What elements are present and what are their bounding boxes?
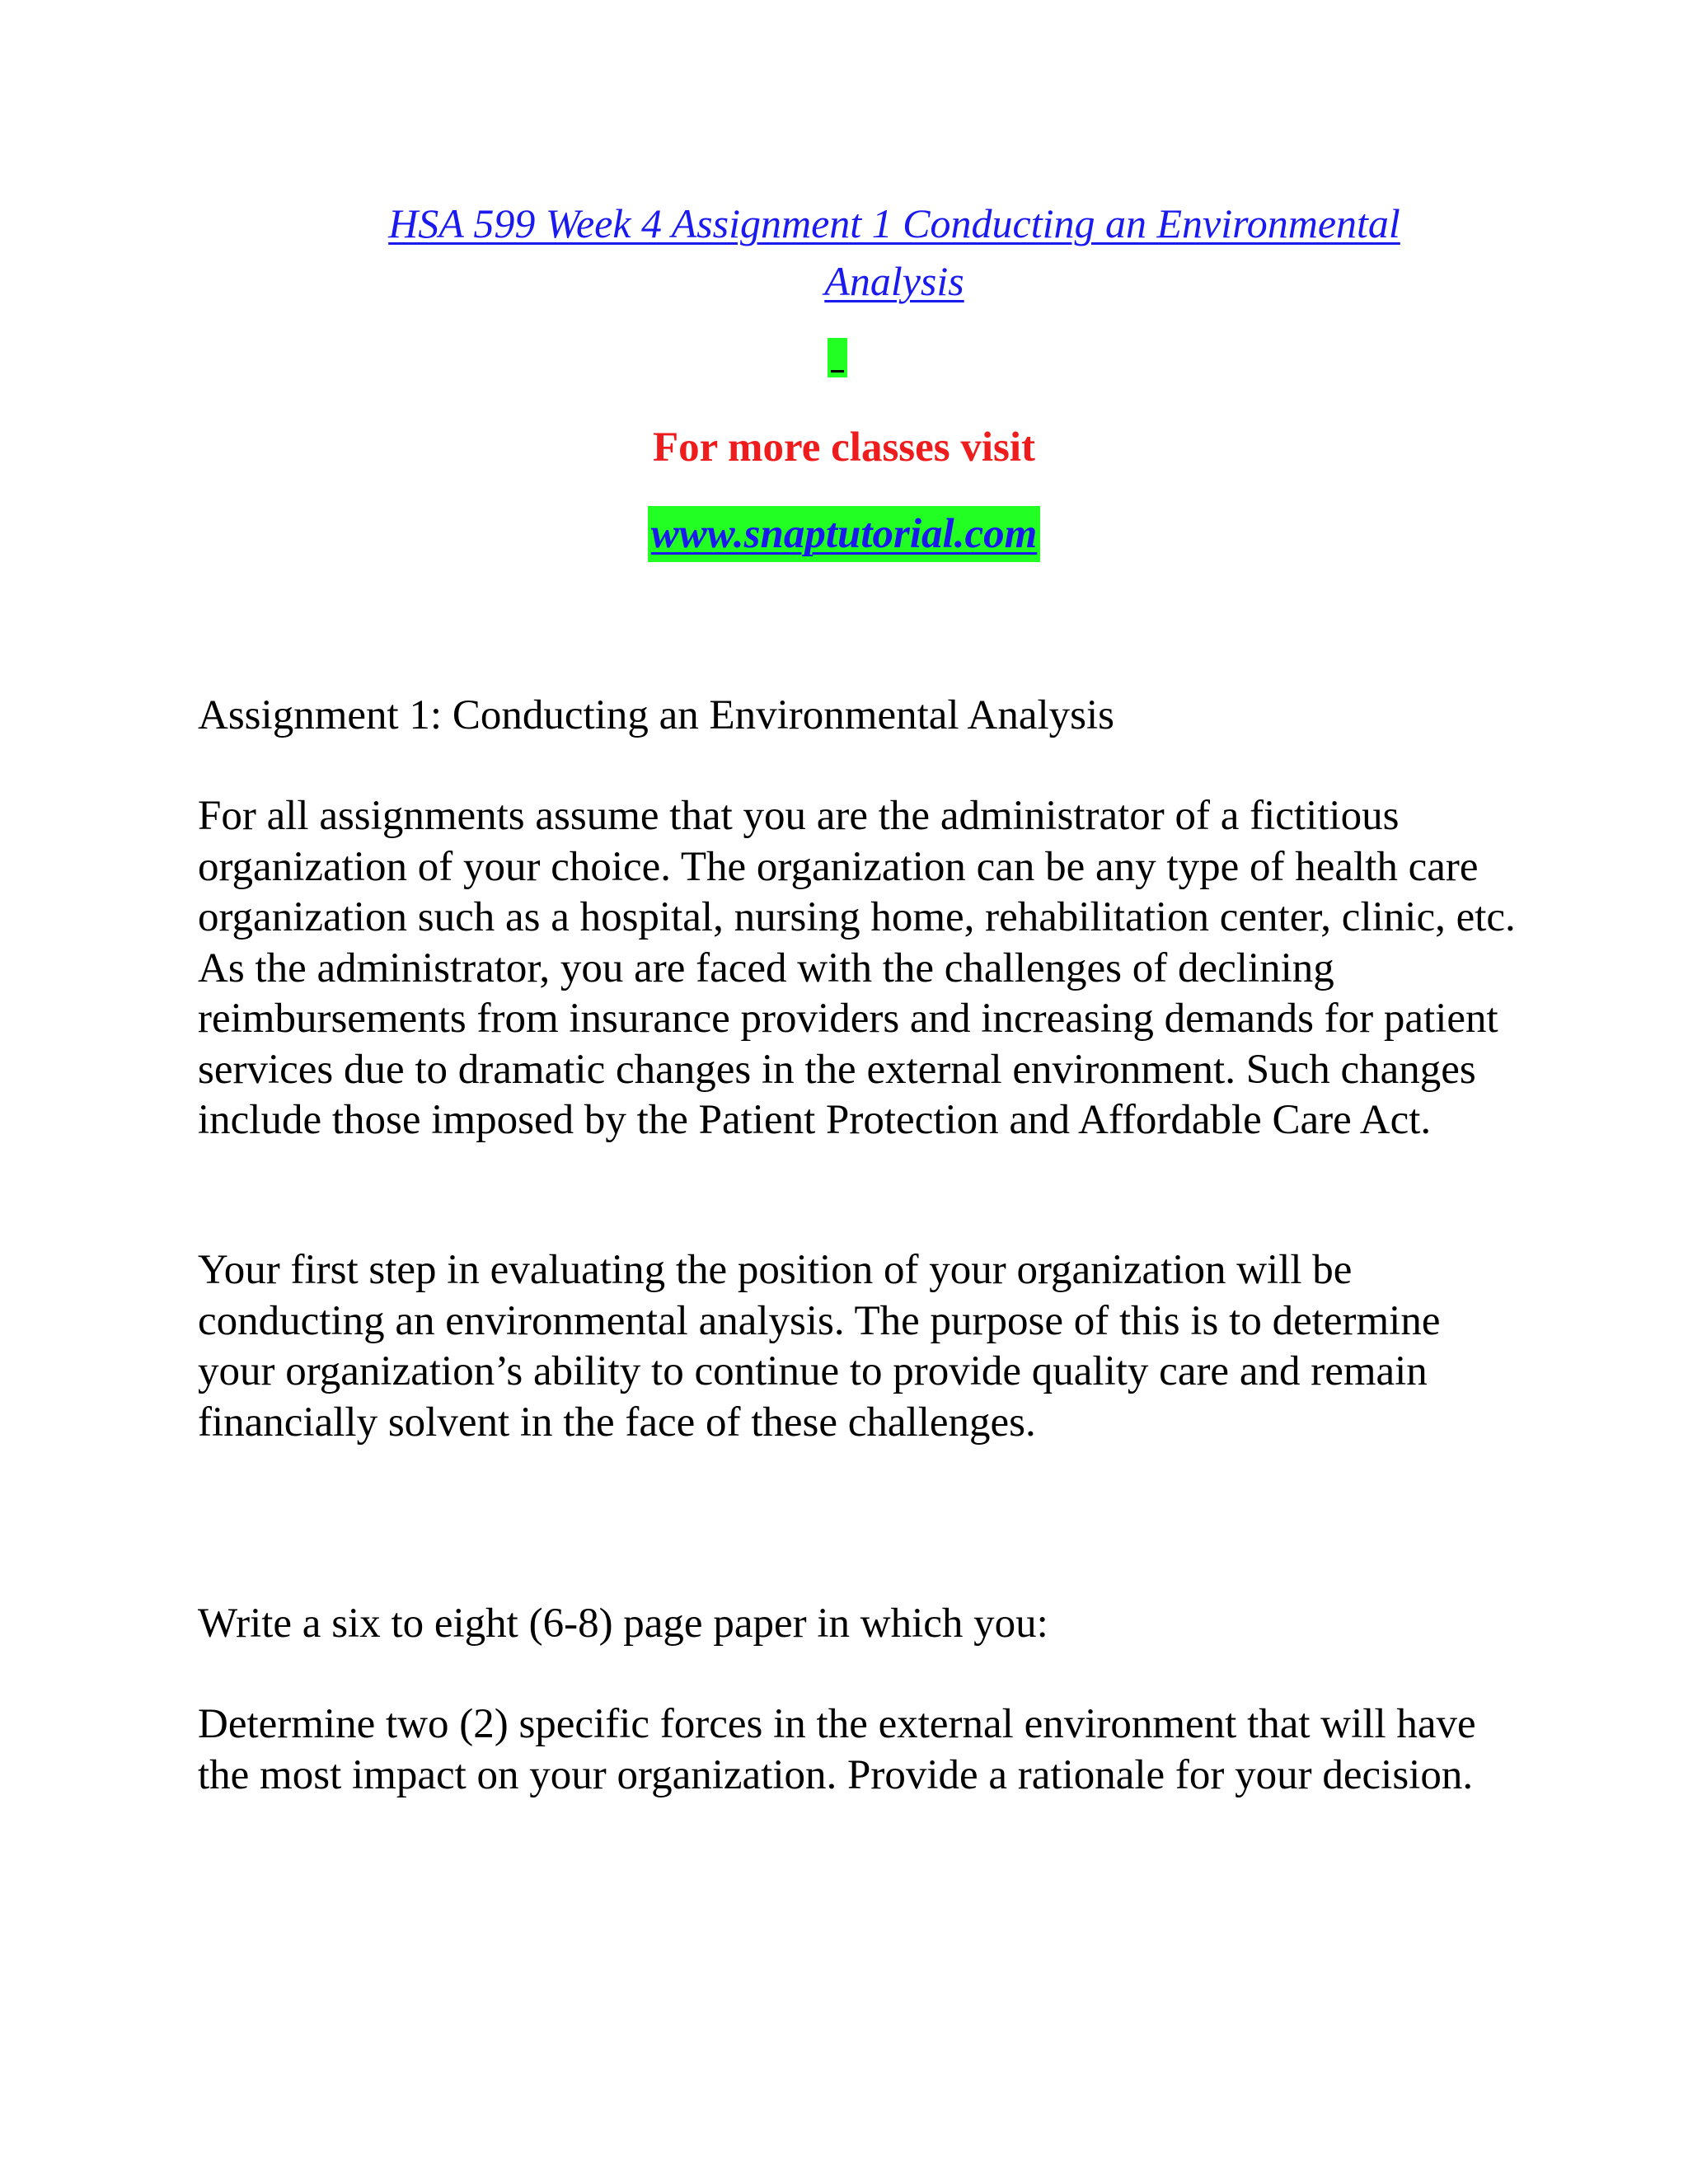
title-line-1[interactable]: HSA 599 Week 4 Assignment 1 Conducting an Environmental (388, 200, 1400, 246)
paragraph-intro: For all assignments assume that you are the administrator of a fictitious organization of your choice. The organization can be any type of health care organization such as a hospital, nursing home, rehabilitation center, clinic, etc. As the administrator, you are faced with the challenges of declining reimbursements from insurance providers and increasing demands for patient services due to dramatic changes in the external environment. Such changes include those imposed by the Patient Protection and Affordable Care Act. (198, 793, 1516, 1143)
promo-url-container (0, 506, 1688, 562)
promo-url-link[interactable]: www.snaptutorial.com (648, 506, 1041, 562)
title-line-2[interactable]: Analysis (824, 258, 964, 304)
paragraph-first-step: Your first step in evaluating the position of your organization will be conducting an environmental analysis. The purpose of this is to determine your organization’s ability to continue to provide quality care and remain financially solvent in the face of these challenges. (198, 1247, 1441, 1446)
paragraph-determine-forces: Determine two (2) specific forces in the external environment that will have the most impact on your organization. Provide a rationale for your decision. (198, 1701, 1476, 1798)
paragraph-write-instruction: Write a six to eight (6-8) page paper in which you: (198, 1601, 1048, 1647)
title-link[interactable] (338, 194, 1451, 310)
promo-text: For more classes visit (652, 424, 1036, 471)
assignment-heading: Assignment 1: Conducting an Environmental Analysis (198, 692, 1114, 738)
highlight-marker (828, 338, 847, 377)
